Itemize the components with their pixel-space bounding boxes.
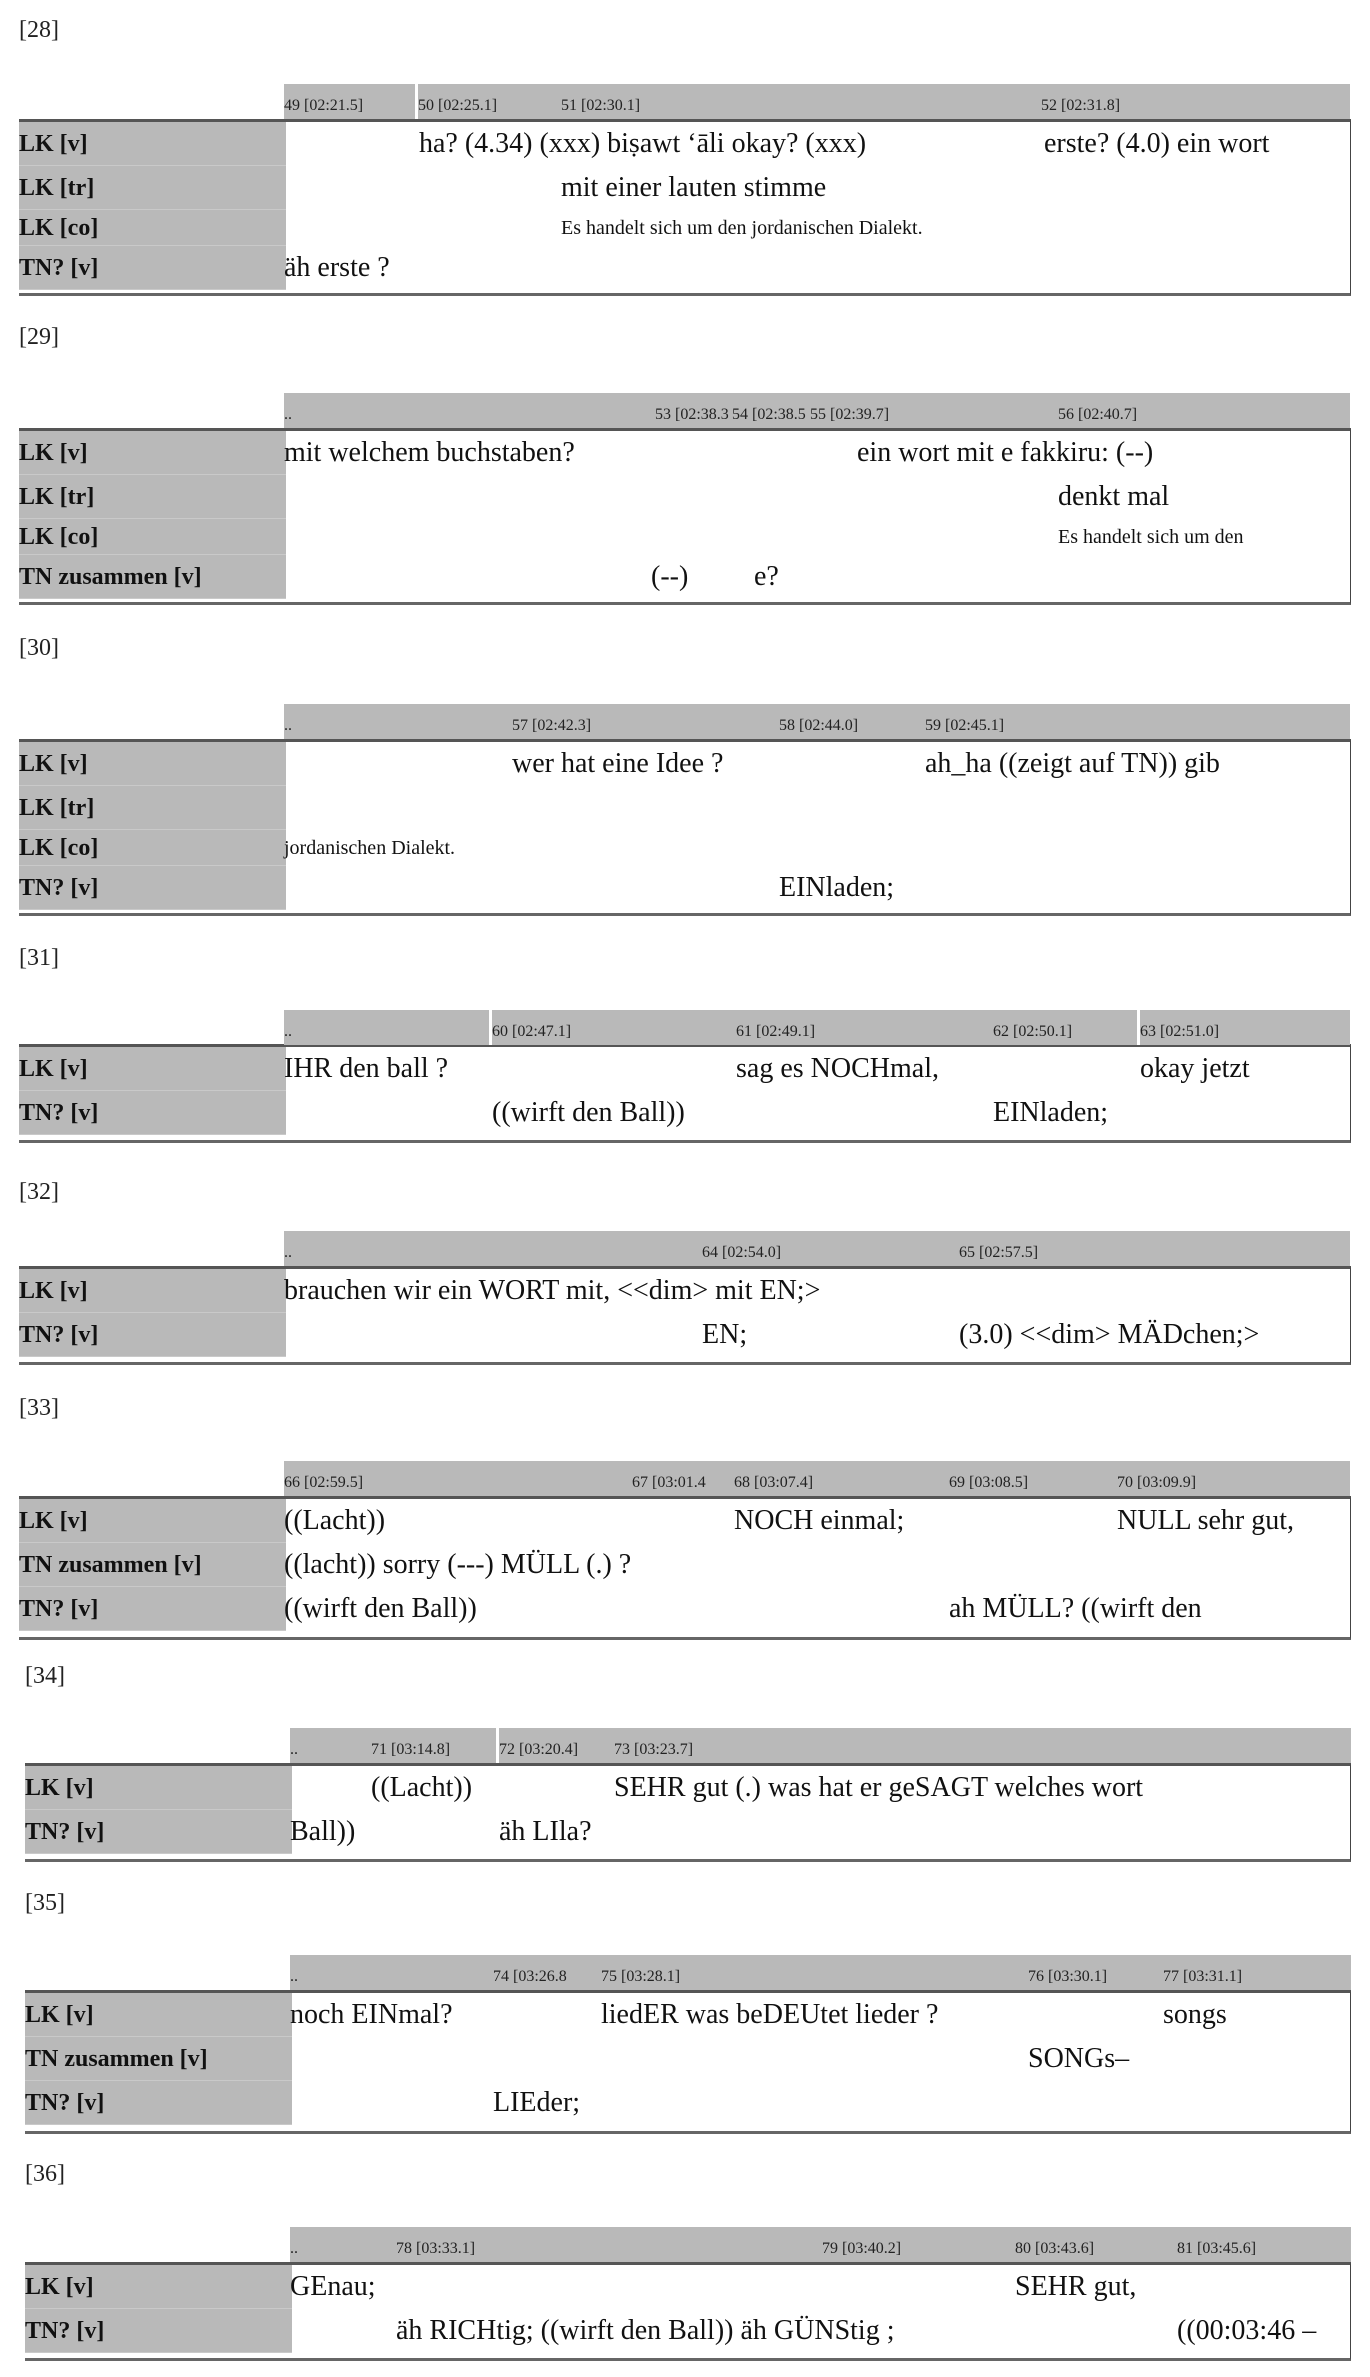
timeline-tick: ..	[290, 2240, 298, 2257]
timeline-tick: 61 [02:49.1]	[736, 1023, 816, 1040]
timeline-header	[284, 704, 1350, 739]
tier-row	[25, 1993, 1350, 2037]
tier-row	[19, 830, 1350, 866]
transcript-block	[19, 119, 1351, 296]
section-number: [35]	[25, 1890, 65, 1916]
timeline-tick: 56 [02:40.7]	[1058, 406, 1138, 423]
timeline-tick: 52 [02:31.8]	[1041, 97, 1121, 114]
speaker-label: TN? [v]	[19, 1313, 286, 1357]
utterance: NULL sehr gut,	[1117, 1505, 1295, 1536]
section-number: [34]	[25, 1663, 65, 1689]
section-number: [30]	[19, 635, 59, 661]
section-number: [32]	[19, 1179, 59, 1205]
speaker-label: TN zusammen [v]	[19, 555, 286, 599]
utterance: e?	[754, 561, 779, 592]
timeline-tick: 63 [02:51.0]	[1140, 1023, 1220, 1040]
tier-row	[19, 519, 1350, 555]
section-number: [31]	[19, 945, 59, 971]
utterance: (--)	[651, 561, 689, 592]
timeline-tick: ..	[290, 1741, 298, 1758]
tier-row	[19, 166, 1350, 210]
timeline-tick: 71 [03:14.8]	[371, 1741, 451, 1758]
utterance: sag es NOCHmal,	[736, 1053, 939, 1084]
transcript-block	[25, 1763, 1351, 1862]
speaker-label: LK [co]	[19, 830, 286, 866]
section-number: [33]	[19, 1395, 59, 1421]
timeline-header	[284, 393, 1350, 428]
utterance: ah MÜLL? ((wirft den	[949, 1593, 1202, 1624]
utterance: okay jetzt	[1140, 1053, 1250, 1084]
speaker-label: LK [v]	[19, 122, 286, 166]
tier-row	[25, 1766, 1350, 1810]
timeline-tick: 78 [03:33.1]	[396, 2240, 476, 2257]
tier-row	[19, 866, 1350, 910]
speaker-label: LK [v]	[19, 742, 286, 786]
speaker-label: LK [v]	[25, 1993, 292, 2037]
utterance: ((Lacht))	[371, 1772, 473, 1803]
speaker-label: TN? [v]	[19, 246, 286, 290]
timeline-header	[284, 1231, 1350, 1266]
transcript-block	[25, 1990, 1351, 2134]
speaker-label: TN? [v]	[25, 1810, 292, 1854]
utterance: ha? (4.34) (xxx) biṣawt ‘āli okay? (xxx)	[419, 128, 867, 159]
timeline-tick: 60 [02:47.1]	[492, 1023, 572, 1040]
timeline-tick: ..	[284, 717, 292, 734]
speaker-label: TN zusammen [v]	[19, 1543, 286, 1587]
translation: mit einer lauten stimme	[561, 172, 827, 203]
utterance: SEHR gut (.) was hat er geSAGT welches wort	[614, 1772, 1144, 1803]
utterance: songs	[1163, 1999, 1227, 2030]
tier-row	[25, 2265, 1350, 2309]
timeline-tick: 55 [02:39.7]	[810, 406, 890, 423]
transcript-block	[19, 1044, 1351, 1143]
speaker-label: LK [v]	[19, 431, 286, 475]
utterance: Ball))	[290, 1816, 356, 1847]
section-number: [36]	[25, 2161, 65, 2187]
utterance: noch EINmal?	[290, 1999, 453, 2030]
speaker-label: TN? [v]	[19, 866, 286, 910]
timeline-tick: ..	[284, 1244, 292, 1261]
timeline-tick: 65 [02:57.5]	[959, 1244, 1039, 1261]
utterance: IHR den ball ?	[284, 1053, 449, 1084]
utterance: äh LIla?	[499, 1816, 592, 1847]
utterance: liedER was beDEUtet lieder ?	[601, 1999, 939, 2030]
timeline-tick: 72 [03:20.4]	[499, 1741, 579, 1758]
tier-row	[19, 210, 1350, 246]
timeline-tick: 76 [03:30.1]	[1028, 1968, 1108, 1985]
timeline-tick: 81 [03:45.6]	[1177, 2240, 1257, 2257]
tier-row	[19, 122, 1350, 166]
timeline-tick: ..	[284, 1023, 292, 1040]
timeline-tick: 59 [02:45.1]	[925, 717, 1005, 734]
timeline-header	[284, 1461, 1350, 1496]
speaker-label: TN? [v]	[19, 1587, 286, 1631]
timeline-tick: 80 [03:43.6]	[1015, 2240, 1095, 2257]
timeline-tick: 49 [02:21.5]	[284, 97, 364, 114]
timeline-tick: 58 [02:44.0]	[779, 717, 859, 734]
speaker-label: TN? [v]	[25, 2081, 292, 2125]
utterance: EINladen;	[779, 872, 895, 903]
timeline-tick: 53 [02:38.3	[655, 406, 729, 423]
utterance: SEHR gut,	[1015, 2271, 1137, 2302]
utterance: äh RICHtig; ((wirft den Ball)) äh GÜNStig ;	[396, 2315, 895, 2346]
tier-row	[19, 1313, 1350, 1357]
timeline-tick: 67 [03:01.4	[632, 1474, 706, 1491]
timeline-tick: ..	[284, 406, 292, 423]
tier-row	[25, 1810, 1350, 1854]
timeline-tick: 73 [03:23.7]	[614, 1741, 694, 1758]
speaker-label: TN zusammen [v]	[25, 2037, 292, 2081]
speaker-label: LK [v]	[25, 1766, 292, 1810]
timeline-tick: 69 [03:08.5]	[949, 1474, 1029, 1491]
transcript-block	[19, 428, 1351, 605]
translation: denkt mal	[1058, 481, 1170, 512]
speaker-label: TN? [v]	[25, 2309, 292, 2353]
timeline-tick: 79 [03:40.2]	[822, 2240, 902, 2257]
timeline-header	[290, 1728, 1351, 1763]
speaker-label: LK [tr]	[19, 786, 286, 830]
utterance: ein wort mit e fakkiru: (--)	[857, 437, 1154, 468]
timeline-header	[290, 2227, 1351, 2262]
utterance: EINladen;	[993, 1097, 1109, 1128]
timeline-tick: 68 [03:07.4]	[734, 1474, 814, 1491]
speaker-label: LK [v]	[19, 1047, 286, 1091]
utterance: EN;	[702, 1319, 748, 1350]
section-number: [28]	[19, 17, 59, 43]
utterance: LIEder;	[493, 2087, 581, 2118]
timeline-tick: 74 [03:26.8	[493, 1968, 567, 1985]
timeline-header	[284, 1010, 1350, 1045]
utterance: ((wirft den Ball))	[492, 1097, 685, 1128]
speaker-label: LK [v]	[19, 1499, 286, 1543]
utterance: GEnau;	[290, 2271, 376, 2302]
tier-row	[19, 431, 1350, 475]
tier-row	[19, 786, 1350, 830]
utterance: erste? (4.0) ein wort	[1044, 128, 1270, 159]
timeline-tick: 50 [02:25.1]	[418, 97, 498, 114]
utterance: ah_ha ((zeigt auf TN)) gib	[925, 748, 1220, 779]
timeline-tick: 66 [02:59.5]	[284, 1474, 364, 1491]
utterance: ((wirft den Ball))	[284, 1593, 477, 1624]
tier-row	[25, 2309, 1350, 2353]
timeline-tick: 77 [03:31.1]	[1163, 1968, 1243, 1985]
section-number: [29]	[19, 324, 59, 350]
tier-row	[19, 1091, 1350, 1135]
timeline-header	[290, 1955, 1351, 1990]
timeline-tick: 64 [02:54.0]	[702, 1244, 782, 1261]
utterance: mit welchem buchstaben?	[284, 437, 575, 468]
utterance: SONGs–	[1028, 2043, 1130, 2074]
speaker-label: LK [v]	[25, 2265, 292, 2309]
tier-row	[19, 1499, 1350, 1543]
timeline-tick: 62 [02:50.1]	[993, 1023, 1073, 1040]
transcript-block	[19, 739, 1351, 916]
speaker-label: LK [v]	[19, 1269, 286, 1313]
tier-row	[25, 2081, 1350, 2125]
utterance: brauchen wir ein WORT mit, <<dim> mit EN;>	[284, 1275, 821, 1306]
timeline-tick: 70 [03:09.9]	[1117, 1474, 1197, 1491]
speaker-label: LK [co]	[19, 519, 286, 555]
utterance: (3.0) <<dim> MÄDchen;>	[959, 1319, 1260, 1350]
utterance: ((Lacht))	[284, 1505, 386, 1536]
utterance: wer hat eine Idee ?	[512, 748, 724, 779]
comment: Es handelt sich um den jordanischen Dialekt.	[561, 217, 923, 239]
tier-row	[19, 475, 1350, 519]
tier-row	[19, 1587, 1350, 1631]
transcript-block	[19, 1266, 1351, 1365]
speaker-label: LK [tr]	[19, 166, 286, 210]
tier-row	[19, 1047, 1350, 1091]
comment: jordanischen Dialekt.	[284, 837, 456, 859]
timeline-tick: 57 [02:42.3]	[512, 717, 592, 734]
tier-row	[19, 742, 1350, 786]
tier-row	[19, 555, 1350, 599]
speaker-label: TN? [v]	[19, 1091, 286, 1135]
speaker-label: LK [co]	[19, 210, 286, 246]
timeline-header	[284, 84, 1350, 119]
utterance: ((lacht)) sorry (---) MÜLL (.) ?	[284, 1549, 632, 1580]
speaker-label: LK [tr]	[19, 475, 286, 519]
tier-row	[19, 1269, 1350, 1313]
timeline-tick: ..	[290, 1968, 298, 1985]
tier-row	[19, 1543, 1350, 1587]
transcript-block	[25, 2262, 1351, 2361]
timeline-tick: 51 [02:30.1]	[561, 97, 641, 114]
tier-row	[25, 2037, 1350, 2081]
comment: Es handelt sich um den	[1058, 526, 1244, 548]
utterance: NOCH einmal;	[734, 1505, 905, 1536]
utterance: äh erste ?	[284, 252, 390, 283]
tier-row	[19, 246, 1350, 290]
utterance: ((00:03:46 –	[1177, 2315, 1317, 2346]
transcript-block	[19, 1496, 1351, 1640]
timeline-tick: 54 [02:38.5	[732, 406, 806, 423]
timeline-tick: 75 [03:28.1]	[601, 1968, 681, 1985]
